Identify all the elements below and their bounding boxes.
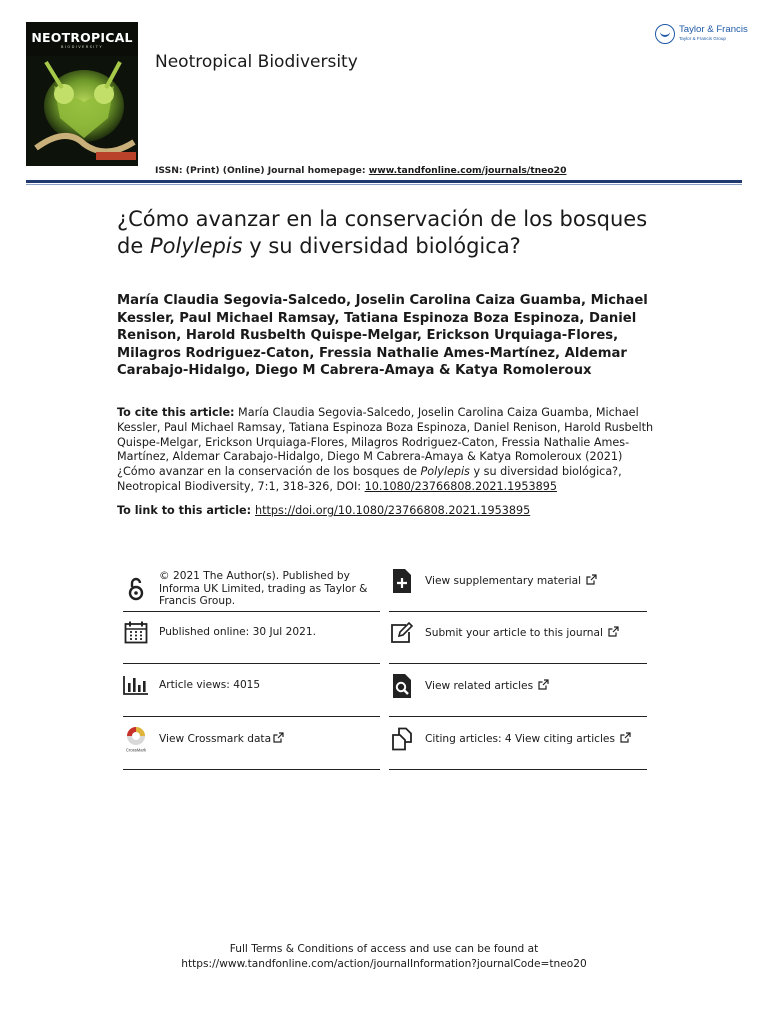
crossmark-link[interactable]: [123, 724, 380, 754]
external-link-icon: [620, 732, 631, 747]
add-document-icon: [389, 568, 415, 594]
citation-label: To cite this article:: [117, 406, 235, 419]
supplementary-material-link[interactable]: [389, 566, 647, 596]
grid-divider: [123, 663, 380, 664]
journal-homepage-link[interactable]: www.tandfonline.com/journals/tneo20: [368, 165, 567, 176]
article-views: [123, 671, 380, 699]
cover-title: NEOTROPICAL: [31, 30, 133, 45]
external-link-icon: [608, 626, 619, 641]
grid-divider: [389, 611, 647, 612]
citing-articles-link[interactable]: [389, 724, 647, 754]
article-link-label: To link to this article:: [117, 504, 255, 517]
citation-block: [117, 406, 662, 495]
citation-text-part1: María Claudia Segovia-Salcedo, Joselin Carolina Caiza Guamba, Michael Kessler, Paul Michael Ramsay, Tatiana Espinoza Boza Espinoza, Daniel Renison, Harold Rusbelth Quispe-Melgar, Erickson Urquiaga-Flores, Milagros Rodriguez-Caton, Fressia Nathalie Ames-Martínez, Aldemar Carabajo-Hidalgo, Diego M Cabrera-Amaya & Katya Romoleroux (2021) ¿Cómo avanzar en la conservación de los bosques de: [117, 406, 654, 479]
submit-article-link[interactable]: [389, 618, 647, 648]
article-title-part2: y su diversidad biológica?: [242, 234, 521, 258]
supplementary-label: View supplementary material: [425, 574, 582, 587]
author-list: María Claudia Segovia-Salcedo, Joselin Carolina Caiza Guamba, Michael Kessler, Paul Michael Ramsay, Tatiana Espinoza Boza Espinoza, Daniel Renison, Harold Rusbelth Quispe-Melgar, Erickson Urquiaga-Flores, Milagros Rodriguez-Caton, Fressia Nathalie Ames-Martínez, Aldemar Carabajo-Hidalgo, Diego M Cabrera-Amaya & Katya Romoleroux: [117, 293, 648, 378]
bar-chart-icon: [123, 672, 149, 698]
open-access-icon: [123, 576, 149, 602]
published-date: [123, 618, 380, 646]
calendar-icon: [123, 619, 149, 645]
search-document-icon: [389, 673, 415, 699]
grid-divider: [123, 769, 380, 770]
citation-doi-link[interactable]: 10.1080/23766808.2021.1953895: [364, 479, 557, 493]
external-link-icon: [586, 574, 597, 589]
article-title-part1: ¿Cómo avanzar en la conservación de los bosques de: [117, 207, 648, 258]
external-link-icon: [538, 679, 549, 694]
grid-divider: [389, 769, 647, 770]
article-doi-link[interactable]: https://doi.org/10.1080/23766808.2021.1953895: [255, 504, 531, 517]
header-divider: [26, 180, 742, 183]
terms-footer-line1: Full Terms & Conditions of access and use can be found at: [229, 943, 539, 955]
citing-articles-label: Citing articles: 4 View citing articles: [425, 732, 615, 745]
svg-text:CrossMark: CrossMark: [125, 747, 147, 753]
citation-genus: Polylepis: [420, 465, 470, 479]
submit-label: Submit your article to this journal: [425, 626, 603, 639]
issn-line: [155, 165, 566, 176]
grid-divider: [123, 716, 380, 717]
citing-documents-icon: [389, 726, 415, 752]
publisher-logo-icon: [655, 24, 675, 44]
published-date-text: Published online: 30 Jul 2021.: [159, 625, 316, 638]
crossmark-icon: [123, 726, 149, 752]
journal-cover-image: [26, 22, 138, 177]
external-link-icon: [273, 732, 284, 747]
related-articles-link[interactable]: [389, 671, 647, 701]
article-link-line: [117, 504, 677, 517]
article-title-genus: Polylepis: [149, 234, 243, 258]
grid-divider: [123, 611, 380, 612]
publisher-group: Taylor & Francis Group: [679, 36, 726, 41]
journal-name: Neotropical Biodiversity: [155, 52, 358, 72]
header-divider-thin: [26, 184, 742, 185]
open-access-license: [123, 566, 380, 612]
grid-divider: [389, 663, 647, 664]
article-title: [117, 206, 677, 260]
publisher-name: Taylor & Francis: [679, 24, 748, 35]
cover-subtitle: BIODIVERSITY: [61, 45, 103, 49]
article-views-text: Article views: 4015: [159, 678, 261, 691]
related-articles-label: View related articles: [425, 679, 534, 692]
crossmark-label: View Crossmark data: [159, 732, 272, 745]
mantis-illustration: [26, 56, 138, 166]
edit-icon: [389, 620, 415, 646]
issn-label: ISSN: (Print) (Online) Journal homepage:: [155, 165, 369, 176]
terms-footer: [0, 942, 768, 972]
terms-footer-url[interactable]: https://www.tandfonline.com/action/journalInformation?journalCode=tneo20: [181, 958, 587, 970]
citation-text-part2: y su diversidad biológica?, Neotropical Biodiversity, 7:1, 318-326, DOI:: [117, 465, 622, 493]
publisher-logo[interactable]: [654, 22, 746, 48]
license-text: © 2021 The Author(s). Published by Informa UK Limited, trading as Taylor & Francis Group.: [159, 570, 368, 608]
cover-footer-strip: [26, 166, 138, 177]
grid-divider: [389, 716, 647, 717]
